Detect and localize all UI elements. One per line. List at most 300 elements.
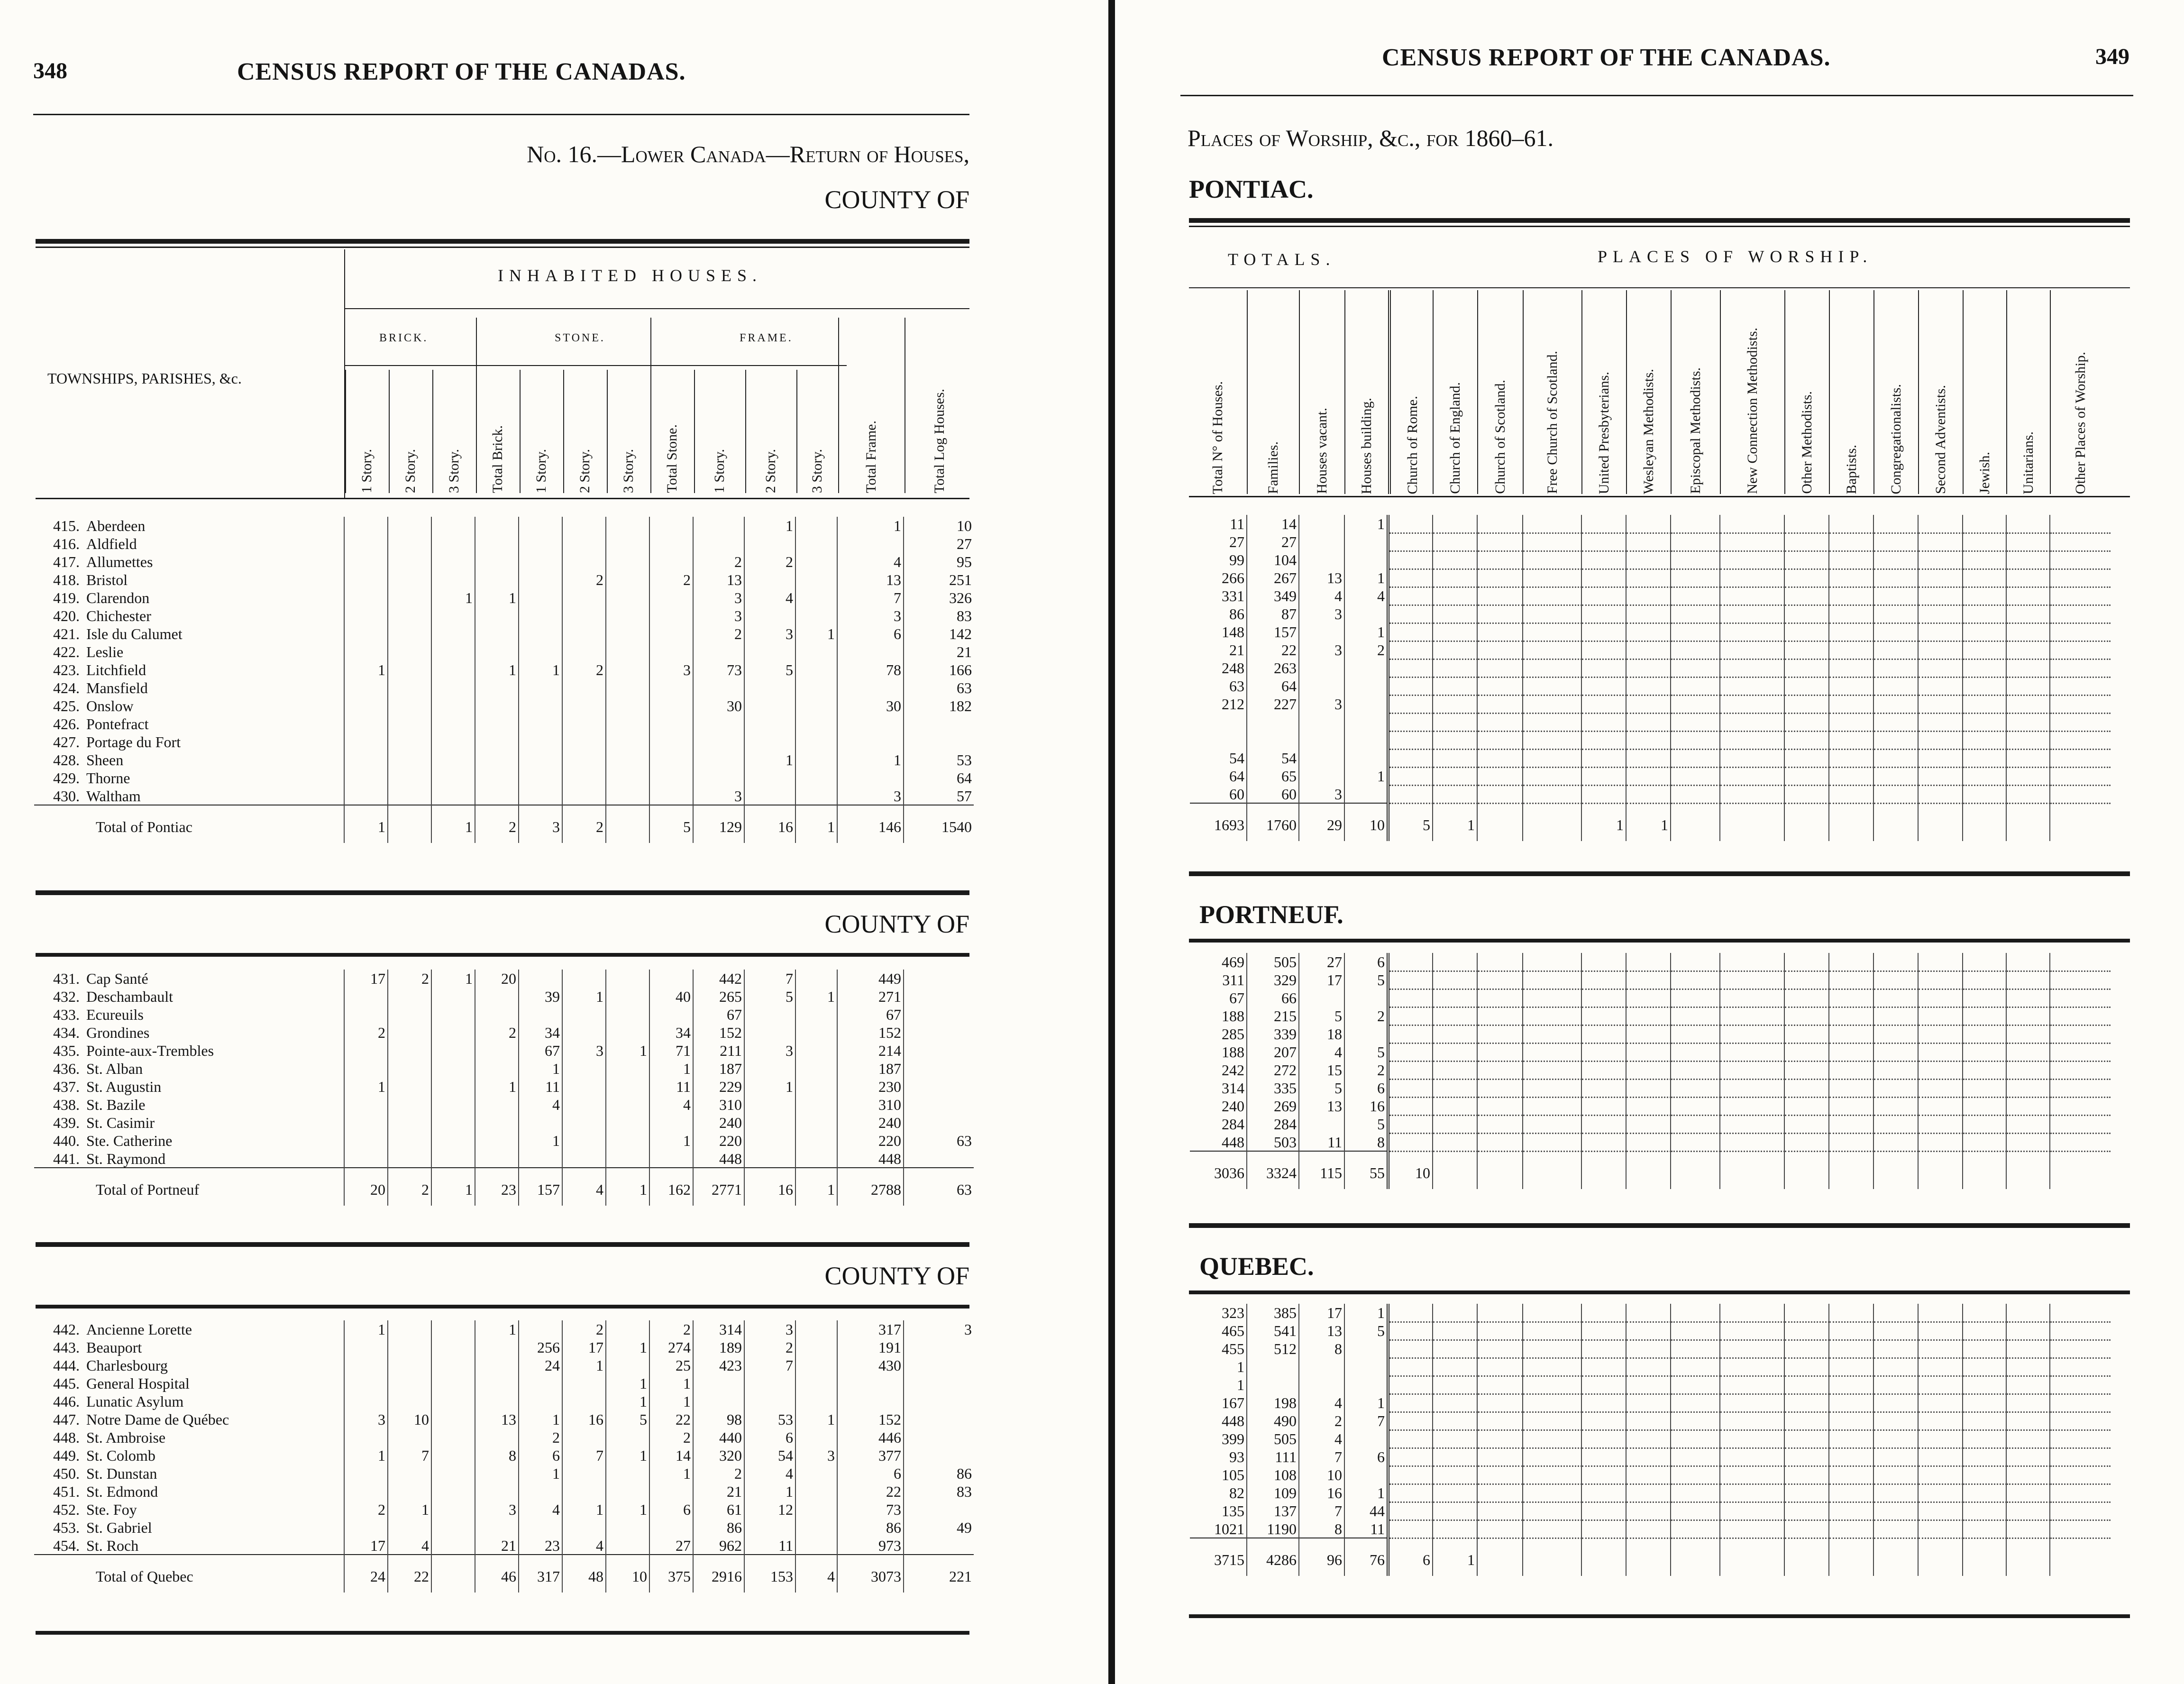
cell: 310 — [837, 1096, 904, 1114]
cell — [1784, 515, 1829, 533]
row-name: Grondines — [86, 1024, 150, 1041]
cell — [431, 1006, 475, 1024]
cell: 1 — [1344, 1484, 1388, 1502]
column-header-label: Total Log Houses. — [932, 388, 947, 493]
cell — [1671, 731, 1720, 749]
subgroup-brick: BRICK. — [379, 332, 429, 344]
total-cell: 10 — [1344, 803, 1388, 841]
cell — [1433, 1322, 1477, 1340]
cell: 271 — [837, 988, 904, 1006]
cell — [475, 1114, 519, 1132]
cell — [1873, 551, 1918, 569]
cell — [1918, 1376, 1963, 1394]
cell: 214 — [837, 1042, 904, 1060]
cell — [388, 643, 431, 661]
cell — [344, 1132, 388, 1150]
cell — [1963, 1025, 2006, 1043]
cell — [744, 1132, 795, 1150]
cell — [1873, 1502, 1918, 1520]
cell — [1963, 1502, 2006, 1520]
cell — [1477, 785, 1523, 803]
cell — [795, 787, 837, 805]
cell: 326 — [904, 589, 974, 607]
column-header-label: Families. — [1265, 441, 1281, 494]
row-label — [34, 535, 344, 553]
cell — [693, 769, 744, 787]
cell — [519, 553, 562, 571]
cell: 3 — [693, 787, 744, 805]
cell — [1581, 1484, 1626, 1502]
cell — [2050, 1043, 2111, 1061]
cell — [1299, 551, 1344, 569]
cell — [344, 625, 388, 643]
cell — [1433, 587, 1477, 605]
cell — [1344, 551, 1388, 569]
cell — [1671, 641, 1720, 659]
table-row — [34, 1464, 974, 1483]
cell — [1433, 515, 1477, 533]
cell — [1671, 953, 1720, 971]
cell — [1784, 953, 1829, 971]
cell: 27 — [904, 535, 974, 553]
cell — [1626, 1322, 1671, 1340]
cell — [1477, 1502, 1523, 1520]
cell — [649, 589, 693, 607]
table-row — [1190, 641, 2111, 659]
cell: 13 — [475, 1410, 519, 1428]
cell — [562, 1428, 606, 1446]
total-cell: 2916 — [693, 1555, 744, 1592]
column-header-label: Church of Scotland. — [1492, 380, 1508, 494]
table-row — [34, 1374, 974, 1392]
cell: 8 — [475, 1446, 519, 1464]
cell — [1433, 641, 1477, 659]
cell — [1626, 1133, 1671, 1151]
cell — [388, 1114, 431, 1132]
row-label — [34, 1464, 344, 1483]
cell — [1433, 1430, 1477, 1448]
row-number: 445. — [53, 1375, 80, 1392]
cell — [1581, 1025, 1626, 1043]
cell — [1523, 677, 1581, 695]
total-cell — [1829, 1151, 1873, 1189]
cell — [1963, 713, 2006, 731]
cell — [1626, 1061, 1671, 1079]
cell — [1523, 1133, 1581, 1151]
cell — [1581, 533, 1626, 551]
cell — [1873, 1133, 1918, 1151]
cell: 22 — [837, 1483, 904, 1501]
cell — [388, 607, 431, 625]
cell: 3 — [1299, 641, 1344, 659]
cell: 1 — [562, 1501, 606, 1519]
cell: 24 — [519, 1356, 562, 1374]
cell — [1720, 953, 1784, 971]
table-row — [1190, 677, 2111, 695]
row-number: 447. — [53, 1411, 80, 1428]
cell — [1247, 731, 1299, 749]
cell — [1581, 731, 1626, 749]
cell: 1 — [1344, 767, 1388, 785]
cell — [1477, 515, 1523, 533]
cell — [1626, 569, 1671, 587]
table-row — [1190, 731, 2111, 749]
cell: 67 — [693, 1006, 744, 1024]
table-row — [1190, 1043, 2111, 1061]
cell — [475, 787, 519, 805]
cell: 4 — [519, 1501, 562, 1519]
cell — [1433, 1466, 1477, 1484]
cell — [388, 1096, 431, 1114]
cell: 7 — [1299, 1448, 1344, 1466]
cell: 1 — [795, 1410, 837, 1428]
cell — [606, 1519, 649, 1537]
column-header-left-12 — [905, 318, 974, 493]
cell — [388, 1132, 431, 1150]
column-header-right-10 — [1671, 290, 1720, 494]
cell — [1873, 1097, 1918, 1115]
total-cell: 1 — [344, 805, 388, 843]
cell: 399 — [1222, 1430, 1244, 1447]
cell — [2006, 1115, 2050, 1133]
cell — [1918, 785, 1963, 803]
cell — [1388, 515, 1433, 533]
cell: 490 — [1247, 1412, 1299, 1430]
cell: 1 — [744, 1483, 795, 1501]
cell — [562, 1483, 606, 1501]
cell — [837, 679, 904, 697]
cell — [1963, 731, 2006, 749]
cell — [431, 697, 475, 715]
cell: 67 — [837, 1006, 904, 1024]
cell — [1581, 1115, 1626, 1133]
column-header-label: Houses vacant. — [1314, 408, 1330, 494]
cell — [1873, 1115, 1918, 1133]
cell — [1626, 1502, 1671, 1520]
cell — [1581, 515, 1626, 533]
cell: 16 — [562, 1410, 606, 1428]
cell — [344, 1356, 388, 1374]
cell — [649, 715, 693, 733]
table-row — [34, 1428, 974, 1446]
column-header-right-12 — [1784, 290, 1829, 494]
cell — [562, 970, 606, 988]
cell — [606, 553, 649, 571]
total-cell — [1626, 1151, 1671, 1189]
cell — [1626, 731, 1671, 749]
cell — [1829, 1394, 1873, 1412]
cell — [1626, 1520, 1671, 1538]
total-cell — [1720, 803, 1784, 841]
cell — [1344, 749, 1388, 767]
cell — [1388, 1043, 1433, 1061]
cell — [795, 1042, 837, 1060]
cell — [1190, 713, 1247, 731]
cell: 2 — [562, 1320, 606, 1338]
cell — [1671, 1448, 1720, 1466]
cell — [388, 1519, 431, 1537]
cell — [1523, 1322, 1581, 1340]
cell: 1 — [431, 970, 475, 988]
county-heading: PORTNEUF. — [1199, 900, 1343, 929]
cell: 448 — [1222, 1412, 1244, 1429]
cell — [1433, 767, 1477, 785]
total-cell — [388, 805, 431, 843]
cell — [606, 1483, 649, 1501]
cell: 317 — [837, 1320, 904, 1338]
cell — [837, 733, 904, 751]
cell — [1720, 677, 1784, 695]
cell — [1523, 1097, 1581, 1115]
cell — [1523, 731, 1581, 749]
cell: 1 — [475, 1078, 519, 1096]
cell — [1581, 1430, 1626, 1448]
cell: 314 — [693, 1320, 744, 1338]
cell — [475, 988, 519, 1006]
cell — [1523, 695, 1581, 713]
total-cell: 221 — [904, 1555, 974, 1592]
cell — [1918, 587, 1963, 605]
cell: 3 — [837, 607, 904, 625]
cell — [388, 679, 431, 697]
cell — [562, 751, 606, 769]
cell — [1388, 749, 1433, 767]
row-number: 430. — [53, 787, 80, 805]
cell — [475, 679, 519, 697]
cell: 187 — [693, 1060, 744, 1078]
cell: 11 — [649, 1078, 693, 1096]
cell — [431, 679, 475, 697]
total-cell — [1720, 1151, 1784, 1189]
cell — [1433, 533, 1477, 551]
cell: 505 — [1247, 1430, 1299, 1448]
cell: 215 — [1247, 1007, 1299, 1025]
row-label — [34, 1132, 344, 1150]
cell — [2050, 1322, 2111, 1340]
cell — [1581, 953, 1626, 971]
total-cell: 1 — [606, 1168, 649, 1206]
cell — [1918, 1484, 1963, 1502]
cell — [1581, 1448, 1626, 1466]
cell — [1388, 1412, 1433, 1430]
cell — [1918, 713, 1963, 731]
table-row — [1190, 953, 2111, 971]
cell — [431, 1537, 475, 1555]
row-label — [34, 1042, 344, 1060]
cell: 54 — [744, 1446, 795, 1464]
row-number: 442. — [53, 1321, 80, 1338]
cell — [388, 1078, 431, 1096]
cell — [1581, 605, 1626, 623]
table-row — [34, 733, 974, 751]
cell: 4 — [1299, 1043, 1344, 1061]
cell — [1388, 1304, 1433, 1322]
cell — [795, 1501, 837, 1519]
cell: 962 — [693, 1537, 744, 1555]
cell — [1918, 1430, 1963, 1448]
cell — [2006, 953, 2050, 971]
cell: 5 — [744, 661, 795, 679]
total-cell — [1873, 803, 1918, 841]
cell: 22 — [1247, 641, 1299, 659]
cell — [1784, 731, 1829, 749]
cell — [1477, 1340, 1523, 1358]
cell — [1433, 1097, 1477, 1115]
cell — [519, 607, 562, 625]
cell — [649, 1006, 693, 1024]
cell — [1784, 641, 1829, 659]
table-row — [1190, 1520, 2111, 1538]
table-row — [1190, 515, 2111, 533]
cell — [475, 751, 519, 769]
cell — [1299, 1358, 1344, 1376]
cell — [606, 769, 649, 787]
cell — [1388, 1025, 1433, 1043]
cell — [1581, 1097, 1626, 1115]
cell — [837, 535, 904, 553]
cell — [1873, 1520, 1918, 1538]
cell: 22 — [649, 1410, 693, 1428]
column-header-label: New Connection Methodists. — [1745, 328, 1760, 494]
cell — [1829, 1115, 1873, 1133]
column-header-label: 3 Story. — [621, 448, 636, 493]
cell: 86 — [904, 1464, 974, 1483]
cell — [1433, 1412, 1477, 1430]
cell — [1918, 1025, 1963, 1043]
cell — [1671, 569, 1720, 587]
cell — [344, 1519, 388, 1537]
cell: 2 — [649, 1320, 693, 1338]
cell — [2050, 1430, 2111, 1448]
column-header-label: 1 Story. — [712, 448, 727, 493]
cell: 220 — [837, 1132, 904, 1150]
table-row — [1190, 1484, 2111, 1502]
cell — [606, 1428, 649, 1446]
cell: 17 — [1299, 1304, 1344, 1322]
cell — [1477, 659, 1523, 677]
cell: 98 — [693, 1410, 744, 1428]
cell — [1477, 1097, 1523, 1115]
cell — [1671, 1520, 1720, 1538]
cell — [1523, 659, 1581, 677]
row-number: 429. — [53, 769, 80, 787]
cell — [904, 1150, 974, 1168]
row-number: 419. — [53, 589, 80, 606]
cell — [1626, 1025, 1671, 1043]
cell — [1720, 1061, 1784, 1079]
cell — [1477, 1466, 1523, 1484]
cell — [606, 1006, 649, 1024]
cell — [344, 1042, 388, 1060]
cell — [795, 607, 837, 625]
column-header-right-13 — [1829, 290, 1873, 494]
cell: 1 — [1237, 1376, 1244, 1393]
row-name: Isle du Calumet — [86, 625, 183, 642]
cell — [1829, 749, 1873, 767]
cell — [2050, 1007, 2111, 1025]
total-cell: 2 — [388, 1168, 431, 1206]
cell — [1581, 767, 1626, 785]
cell — [388, 1338, 431, 1356]
cell: 63 — [904, 679, 974, 697]
cell: 34 — [649, 1024, 693, 1042]
cell — [1918, 1322, 1963, 1340]
table-row — [1190, 1025, 2111, 1043]
cell: 3 — [904, 1320, 974, 1338]
table-row — [1190, 1412, 2111, 1430]
table-row — [34, 1537, 974, 1555]
cell — [1829, 659, 1873, 677]
cell — [2006, 1007, 2050, 1025]
cell: 314 — [1222, 1080, 1244, 1097]
cell — [1433, 989, 1477, 1007]
table-row — [1190, 713, 2111, 731]
worship-table-section-1 — [1190, 953, 2111, 1189]
cell: 265 — [693, 988, 744, 1006]
cell — [2006, 1025, 2050, 1043]
cell — [2006, 785, 2050, 803]
cell — [1873, 713, 1918, 731]
group-header-inhabited: INHABITED HOUSES. — [498, 266, 762, 285]
cell — [795, 1537, 837, 1555]
row-number: 428. — [53, 751, 80, 769]
cell: 3 — [744, 1320, 795, 1338]
total-cell — [1784, 1151, 1829, 1189]
cell — [1671, 785, 1720, 803]
cell — [1829, 731, 1873, 749]
cell — [1626, 1394, 1671, 1412]
row-number: 454. — [53, 1537, 80, 1554]
table-row — [34, 1060, 974, 1078]
cell — [344, 1483, 388, 1501]
cell — [1626, 1007, 1671, 1025]
cell — [649, 697, 693, 715]
cell — [1671, 1430, 1720, 1448]
total-cell — [1918, 803, 1963, 841]
total-cell: 1 — [431, 805, 475, 843]
cell — [1581, 641, 1626, 659]
cell: 187 — [837, 1060, 904, 1078]
cell — [1388, 785, 1433, 803]
cell — [1873, 749, 1918, 767]
cell — [1388, 1376, 1433, 1394]
cell — [562, 1006, 606, 1024]
cell: 323 — [1222, 1304, 1244, 1321]
cell — [1671, 1304, 1720, 1322]
cell — [1477, 713, 1523, 731]
header-bottom-rule — [36, 498, 969, 499]
column-header-label: 3 Story. — [446, 448, 462, 493]
cell — [904, 1374, 974, 1392]
row-label — [34, 1006, 344, 1024]
cell — [1388, 1448, 1433, 1466]
group-header-worship: PLACES OF WORSHIP. — [1598, 247, 1873, 266]
cell — [795, 1356, 837, 1374]
cell: 64 — [1247, 677, 1299, 695]
cell — [1344, 1466, 1388, 1484]
row-name: Ste. Catherine — [86, 1132, 173, 1149]
cell — [795, 1464, 837, 1483]
total-cell: 22 — [388, 1555, 431, 1592]
cell: 3 — [744, 625, 795, 643]
cell — [744, 679, 795, 697]
cell — [1963, 1097, 2006, 1115]
cell — [475, 1519, 519, 1537]
cell: 5 — [606, 1410, 649, 1428]
cell — [2050, 605, 2111, 623]
cell: 66 — [1247, 989, 1299, 1007]
cell — [606, 1060, 649, 1078]
